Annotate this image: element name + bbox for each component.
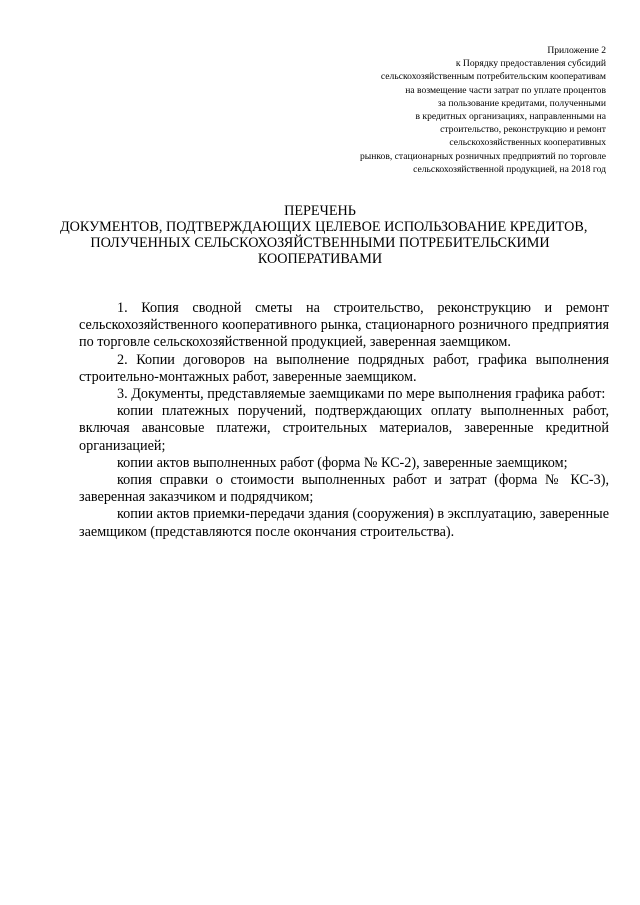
annex-line: строительство, реконструкцию и ремонт <box>440 124 606 136</box>
annex-line: в кредитных организациях, направленными на <box>415 111 606 123</box>
body-paragraph: копии актов выполненных работ (форма № КС-2), заверенные заемщиком; <box>117 454 568 471</box>
title-line: КООПЕРАТИВАМИ <box>257 251 383 267</box>
body-paragraph: копия справки о стоимости выполненных работ и затрат (форма № КС-3), заверенная заказчиком и подрядчиком; <box>79 472 609 506</box>
body-paragraph: 3. Документы, представляемые заемщиками по мере выполнения графика работ: <box>117 386 606 403</box>
annex-line: сельскохозяйственным потребительским кооперативам <box>380 71 606 83</box>
annex-line: сельскохозяйственной продукцией, на 2018 год <box>413 163 606 175</box>
title-line: ПЕРЕЧЕНЬ <box>284 203 356 219</box>
annex-line: рынков, стационарных розничных предприятий по торговле <box>360 150 606 162</box>
document-title <box>60 203 588 267</box>
body-paragraph: копии актов приемки-передачи здания (сооружения) в эксплуатацию, заверенные заемщиком (представляются после окончания строительства). <box>79 506 609 540</box>
annex-header <box>306 44 606 176</box>
body-paragraph: 2. Копии договоров на выполнение подрядных работ, графика выполнения строительно-монтажных работ, заверенные заемщиком. <box>79 351 609 385</box>
body-paragraph: 1. Копия сводной сметы на строительство, реконструкцию и ремонт сельскохозяйственного кооперативного рынка, стационарного розничного предприятия по торговле сельскохозяйственной продукцией, заверенная заемщиком. <box>79 300 609 351</box>
title-line: ДОКУМЕНТОВ, ПОДТВЕРЖДАЮЩИХ ЦЕЛЕВОЕ ИСПОЛЬЗОВАНИЕ КРЕДИТОВ, <box>60 219 588 235</box>
annex-line: на возмещение части затрат по уплате процентов <box>405 84 606 96</box>
annex-line: Приложение 2 <box>547 45 606 56</box>
document-body <box>79 300 609 541</box>
annex-line: за пользование кредитами, полученными <box>437 97 606 109</box>
annex-line: к Порядку предоставления субсидий <box>455 58 606 70</box>
annex-line: сельскохозяйственных кооперативных <box>449 137 606 149</box>
body-paragraph: копии платежных поручений, подтверждающих оплату выполненных работ, включая авансовые платежи, строительных материалов, заверенные кредитной организацией; <box>79 403 609 454</box>
title-line: ПОЛУЧЕННЫХ СЕЛЬСКОХОЗЯЙСТВЕННЫМИ ПОТРЕБИТЕЛЬСКИМИ <box>90 235 550 251</box>
